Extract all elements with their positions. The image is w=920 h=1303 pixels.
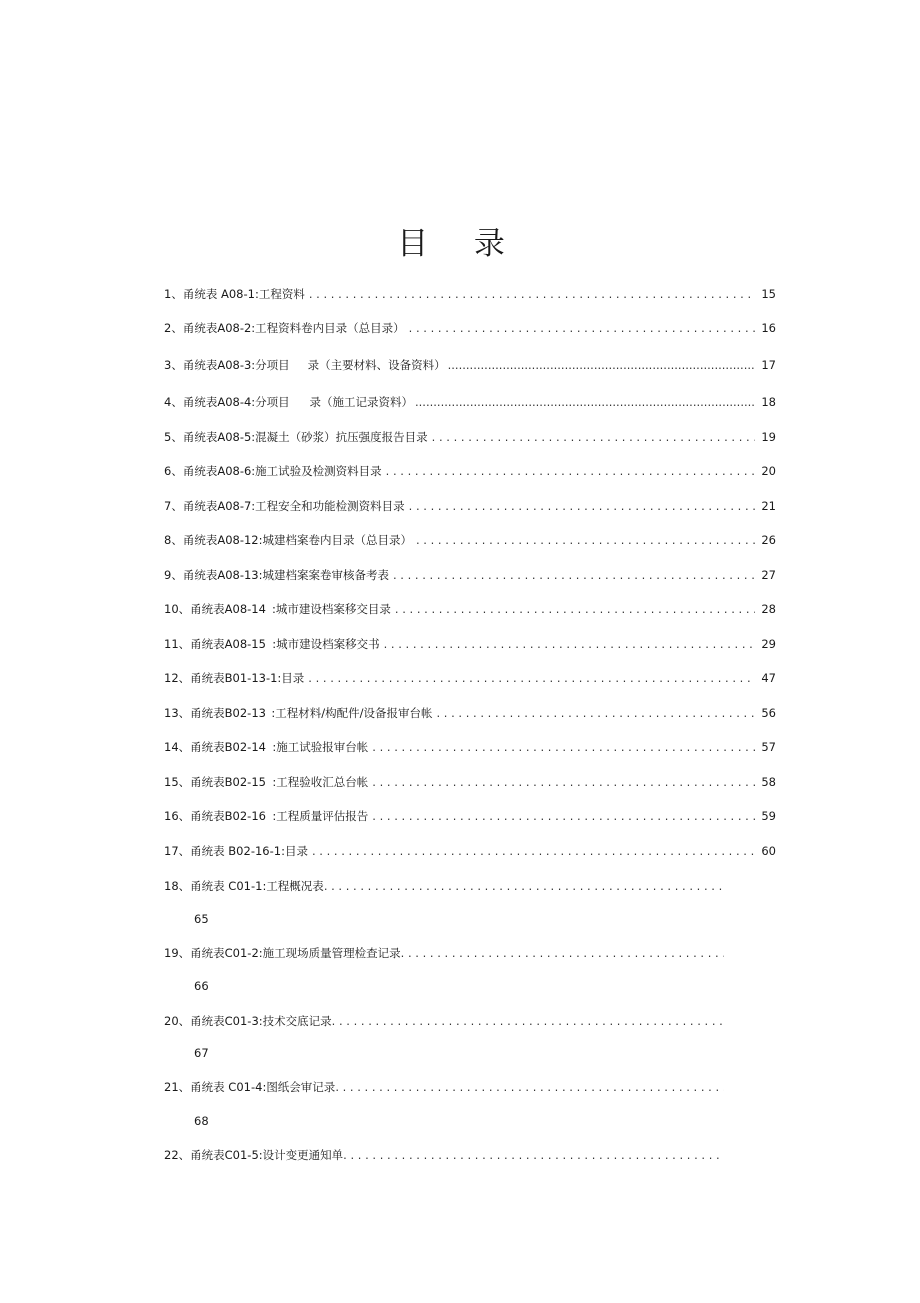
- toc-entry[interactable]: [164, 1145, 724, 1165]
- entry-number: 4、: [164, 395, 183, 409]
- entry-name: 城市建设档案移交目录: [275, 602, 391, 616]
- entry-name: 技术交底记录: [262, 1014, 332, 1028]
- entry-separator: :: [251, 464, 256, 478]
- toc-entry[interactable]: [164, 703, 776, 723]
- entry-page: 60: [761, 844, 776, 858]
- entry-page: 15: [761, 287, 776, 301]
- toc-entry[interactable]: [164, 772, 776, 792]
- entry-name: 施工试验报审台帐: [276, 740, 369, 754]
- entry-name-part: 录（主要材料、设备资料）: [307, 358, 446, 372]
- entry-page: 27: [761, 568, 776, 582]
- entry-code: 甬统表A08-7: [182, 499, 252, 513]
- entry-code: 甬统表A08-14: [190, 602, 266, 616]
- entry-number: 20、: [164, 1014, 191, 1028]
- entry-name: 工程验收汇总台帐: [276, 775, 369, 789]
- entry-separator: :: [272, 775, 277, 789]
- toc-entry[interactable]: [164, 284, 776, 304]
- toc-entry[interactable]: [164, 427, 776, 447]
- toc-entry[interactable]: [164, 318, 776, 338]
- entry-name: 工程质量评估报告: [276, 809, 369, 823]
- entry-page: 16: [761, 321, 776, 335]
- entry-number: 15、: [164, 775, 191, 789]
- entry-number: 6、: [164, 464, 183, 478]
- entry-page: 21: [761, 499, 776, 513]
- dot-leader: [309, 284, 756, 304]
- entry-page: 57: [761, 740, 776, 754]
- entry-number: 17、: [164, 844, 191, 858]
- entry-page: 17: [761, 358, 776, 372]
- entry-name: 施工现场质量管理检查记录: [262, 946, 401, 960]
- entry-number: 3、: [164, 358, 183, 372]
- entry-code: 甬统表A08-5: [182, 430, 252, 444]
- toc-entry[interactable]: [164, 737, 776, 757]
- entry-number: 5、: [164, 430, 183, 444]
- dot-leader: [416, 530, 755, 550]
- dot-leader: [384, 634, 756, 654]
- entry-code: 甬统表B01-13-1: [190, 671, 278, 685]
- entry-page: 28: [761, 602, 776, 616]
- dot-leader: [409, 318, 756, 338]
- entry-separator: :: [272, 740, 277, 754]
- entry-page: 58: [761, 775, 776, 789]
- entry-name: 城市建设档案移交书: [276, 637, 380, 651]
- toc-entry[interactable]: [164, 806, 776, 826]
- entry-code: 甬统表A08-12: [182, 533, 259, 547]
- entry-name: 工程材料/构配件/设备报审台帐: [275, 706, 433, 720]
- entry-code: 甬统表A08-6: [182, 464, 252, 478]
- entry-number: 19、: [164, 946, 191, 960]
- entry-code: 甬统表C01-2: [190, 946, 259, 960]
- entry-separator: :: [251, 395, 256, 409]
- toc-entry[interactable]: [164, 634, 776, 654]
- entry-name-part: 分项目: [255, 395, 290, 409]
- entry-code: 甬统表B02-15: [190, 775, 266, 789]
- toc-entry[interactable]: [164, 876, 724, 896]
- dot-leader: [312, 841, 755, 861]
- entry-page: 29: [761, 637, 776, 651]
- entry-separator: :: [258, 533, 263, 547]
- entry-number: 10、: [164, 602, 191, 616]
- entry-code: 甬统表 B02-16-1: [190, 844, 282, 858]
- entry-page: 56: [761, 706, 776, 720]
- entry-code: 甬统表A08-2: [182, 321, 252, 335]
- entry-name: 工程资料: [258, 287, 305, 301]
- entry-name: 目录: [284, 844, 308, 858]
- entry-separator: :: [251, 499, 256, 513]
- toc-entry[interactable]: [164, 599, 776, 619]
- entry-separator: :: [272, 602, 276, 616]
- entry-page: 19: [761, 430, 776, 444]
- entry-page: 18: [761, 395, 776, 409]
- entry-separator: :: [262, 1080, 267, 1094]
- entry-page: 66: [194, 979, 209, 993]
- entry-number: 7、: [164, 499, 183, 513]
- toc-entry[interactable]: [164, 461, 776, 481]
- entry-page: 59: [761, 809, 776, 823]
- entry-number: 2、: [164, 321, 183, 335]
- entry-number: 8、: [164, 533, 183, 547]
- dot-leader: [395, 599, 755, 619]
- entry-code: 甬统表 A08-1: [182, 287, 255, 301]
- entry-page: 68: [194, 1114, 209, 1128]
- dot-leader: [372, 737, 755, 757]
- entry-name: 工程概况表: [266, 879, 324, 893]
- page-title: 目 录: [397, 226, 523, 262]
- entry-code: 甬统表A08-4: [182, 395, 252, 409]
- entry-name: 混凝土（砂浆）抗压强度报告目录: [255, 430, 428, 444]
- dot-leader: [324, 876, 724, 896]
- dot-leader: [401, 943, 724, 963]
- entry-page: 67: [194, 1046, 209, 1060]
- entry-separator: :: [281, 844, 285, 858]
- entry-number: 18、: [164, 879, 191, 893]
- dot-leader: [415, 392, 755, 412]
- entry-page: 26: [761, 533, 776, 547]
- entry-number: 9、: [164, 568, 183, 582]
- entry-name-part: 录（施工记录资料）: [309, 395, 413, 409]
- entry-separator: :: [262, 879, 267, 893]
- toc-entry[interactable]: [164, 392, 776, 412]
- entry-separator: :: [254, 287, 259, 301]
- entry-code: 甬统表A08-15: [190, 637, 266, 651]
- entry-code: 甬统表C01-5: [190, 1148, 259, 1162]
- entry-code: 甬统表B02-13: [190, 706, 266, 720]
- entry-separator: :: [272, 809, 277, 823]
- entry-page: 65: [194, 912, 209, 926]
- dot-leader: [448, 355, 756, 375]
- entry-name: 工程资料卷内目录（总目录）: [255, 321, 405, 335]
- entry-separator: :: [251, 321, 256, 335]
- entry-separator: :: [277, 671, 282, 685]
- toc-entry[interactable]: [164, 530, 776, 550]
- entry-code: 甬统表B02-14: [190, 740, 266, 754]
- entry-separator: :: [271, 706, 276, 720]
- dot-leader: [335, 1077, 724, 1097]
- dot-leader: [386, 461, 756, 481]
- entry-number: 11、: [164, 637, 191, 651]
- entry-name: 施工试验及检测资料目录: [255, 464, 382, 478]
- entry-number: 1、: [164, 287, 183, 301]
- dot-leader: [432, 427, 756, 447]
- toc-entry[interactable]: [164, 943, 724, 963]
- entry-name: 图纸会审记录: [266, 1080, 336, 1094]
- entry-number: 14、: [164, 740, 191, 754]
- dot-leader: [393, 565, 755, 585]
- entry-separator: :: [258, 1148, 263, 1162]
- dot-leader: [372, 806, 755, 826]
- entry-page: 47: [761, 671, 776, 685]
- toc-entry[interactable]: [164, 1011, 724, 1031]
- entry-code: 甬统表C01-3: [190, 1014, 259, 1028]
- entry-separator: :: [272, 637, 277, 651]
- entry-separator: :: [258, 568, 263, 582]
- toc-entry[interactable]: [164, 496, 776, 516]
- entry-code: 甬统表A08-3: [182, 358, 252, 372]
- entry-code: 甬统表A08-13: [182, 568, 259, 582]
- entry-name: 目录: [281, 671, 305, 685]
- dot-leader: [308, 668, 755, 688]
- dot-leader: [372, 772, 755, 792]
- dot-leader: [436, 703, 755, 723]
- entry-number: 22、: [164, 1148, 191, 1162]
- dot-leader: [332, 1011, 724, 1031]
- entry-separator: :: [258, 946, 263, 960]
- entry-number: 13、: [164, 706, 191, 720]
- entry-name: 设计变更通知单: [262, 1148, 344, 1162]
- entry-name: 工程安全和功能检测资料目录: [255, 499, 405, 513]
- dot-leader: [409, 496, 756, 516]
- entry-name: 城建档案案卷审核备考表: [262, 568, 389, 582]
- entry-page: 20: [761, 464, 776, 478]
- toc-entry[interactable]: [164, 565, 776, 585]
- entry-separator: :: [258, 1014, 263, 1028]
- toc-entry[interactable]: [164, 355, 776, 375]
- entry-number: 21、: [164, 1080, 191, 1094]
- dot-leader: [343, 1145, 724, 1165]
- entry-number: 16、: [164, 809, 191, 823]
- entry-number: 12、: [164, 671, 191, 685]
- toc-entry[interactable]: [164, 668, 776, 688]
- toc-entry[interactable]: [164, 841, 776, 861]
- entry-separator: :: [251, 430, 256, 444]
- entry-code: 甬统表 C01-1: [190, 879, 263, 893]
- entry-name-part: 分项目: [255, 358, 290, 372]
- entry-code: 甬统表 C01-4: [190, 1080, 263, 1094]
- entry-code: 甬统表B02-16: [190, 809, 266, 823]
- entry-separator: :: [251, 358, 256, 372]
- toc-entry[interactable]: [164, 1077, 724, 1097]
- entry-name: 城建档案卷内目录（总目录）: [262, 533, 412, 547]
